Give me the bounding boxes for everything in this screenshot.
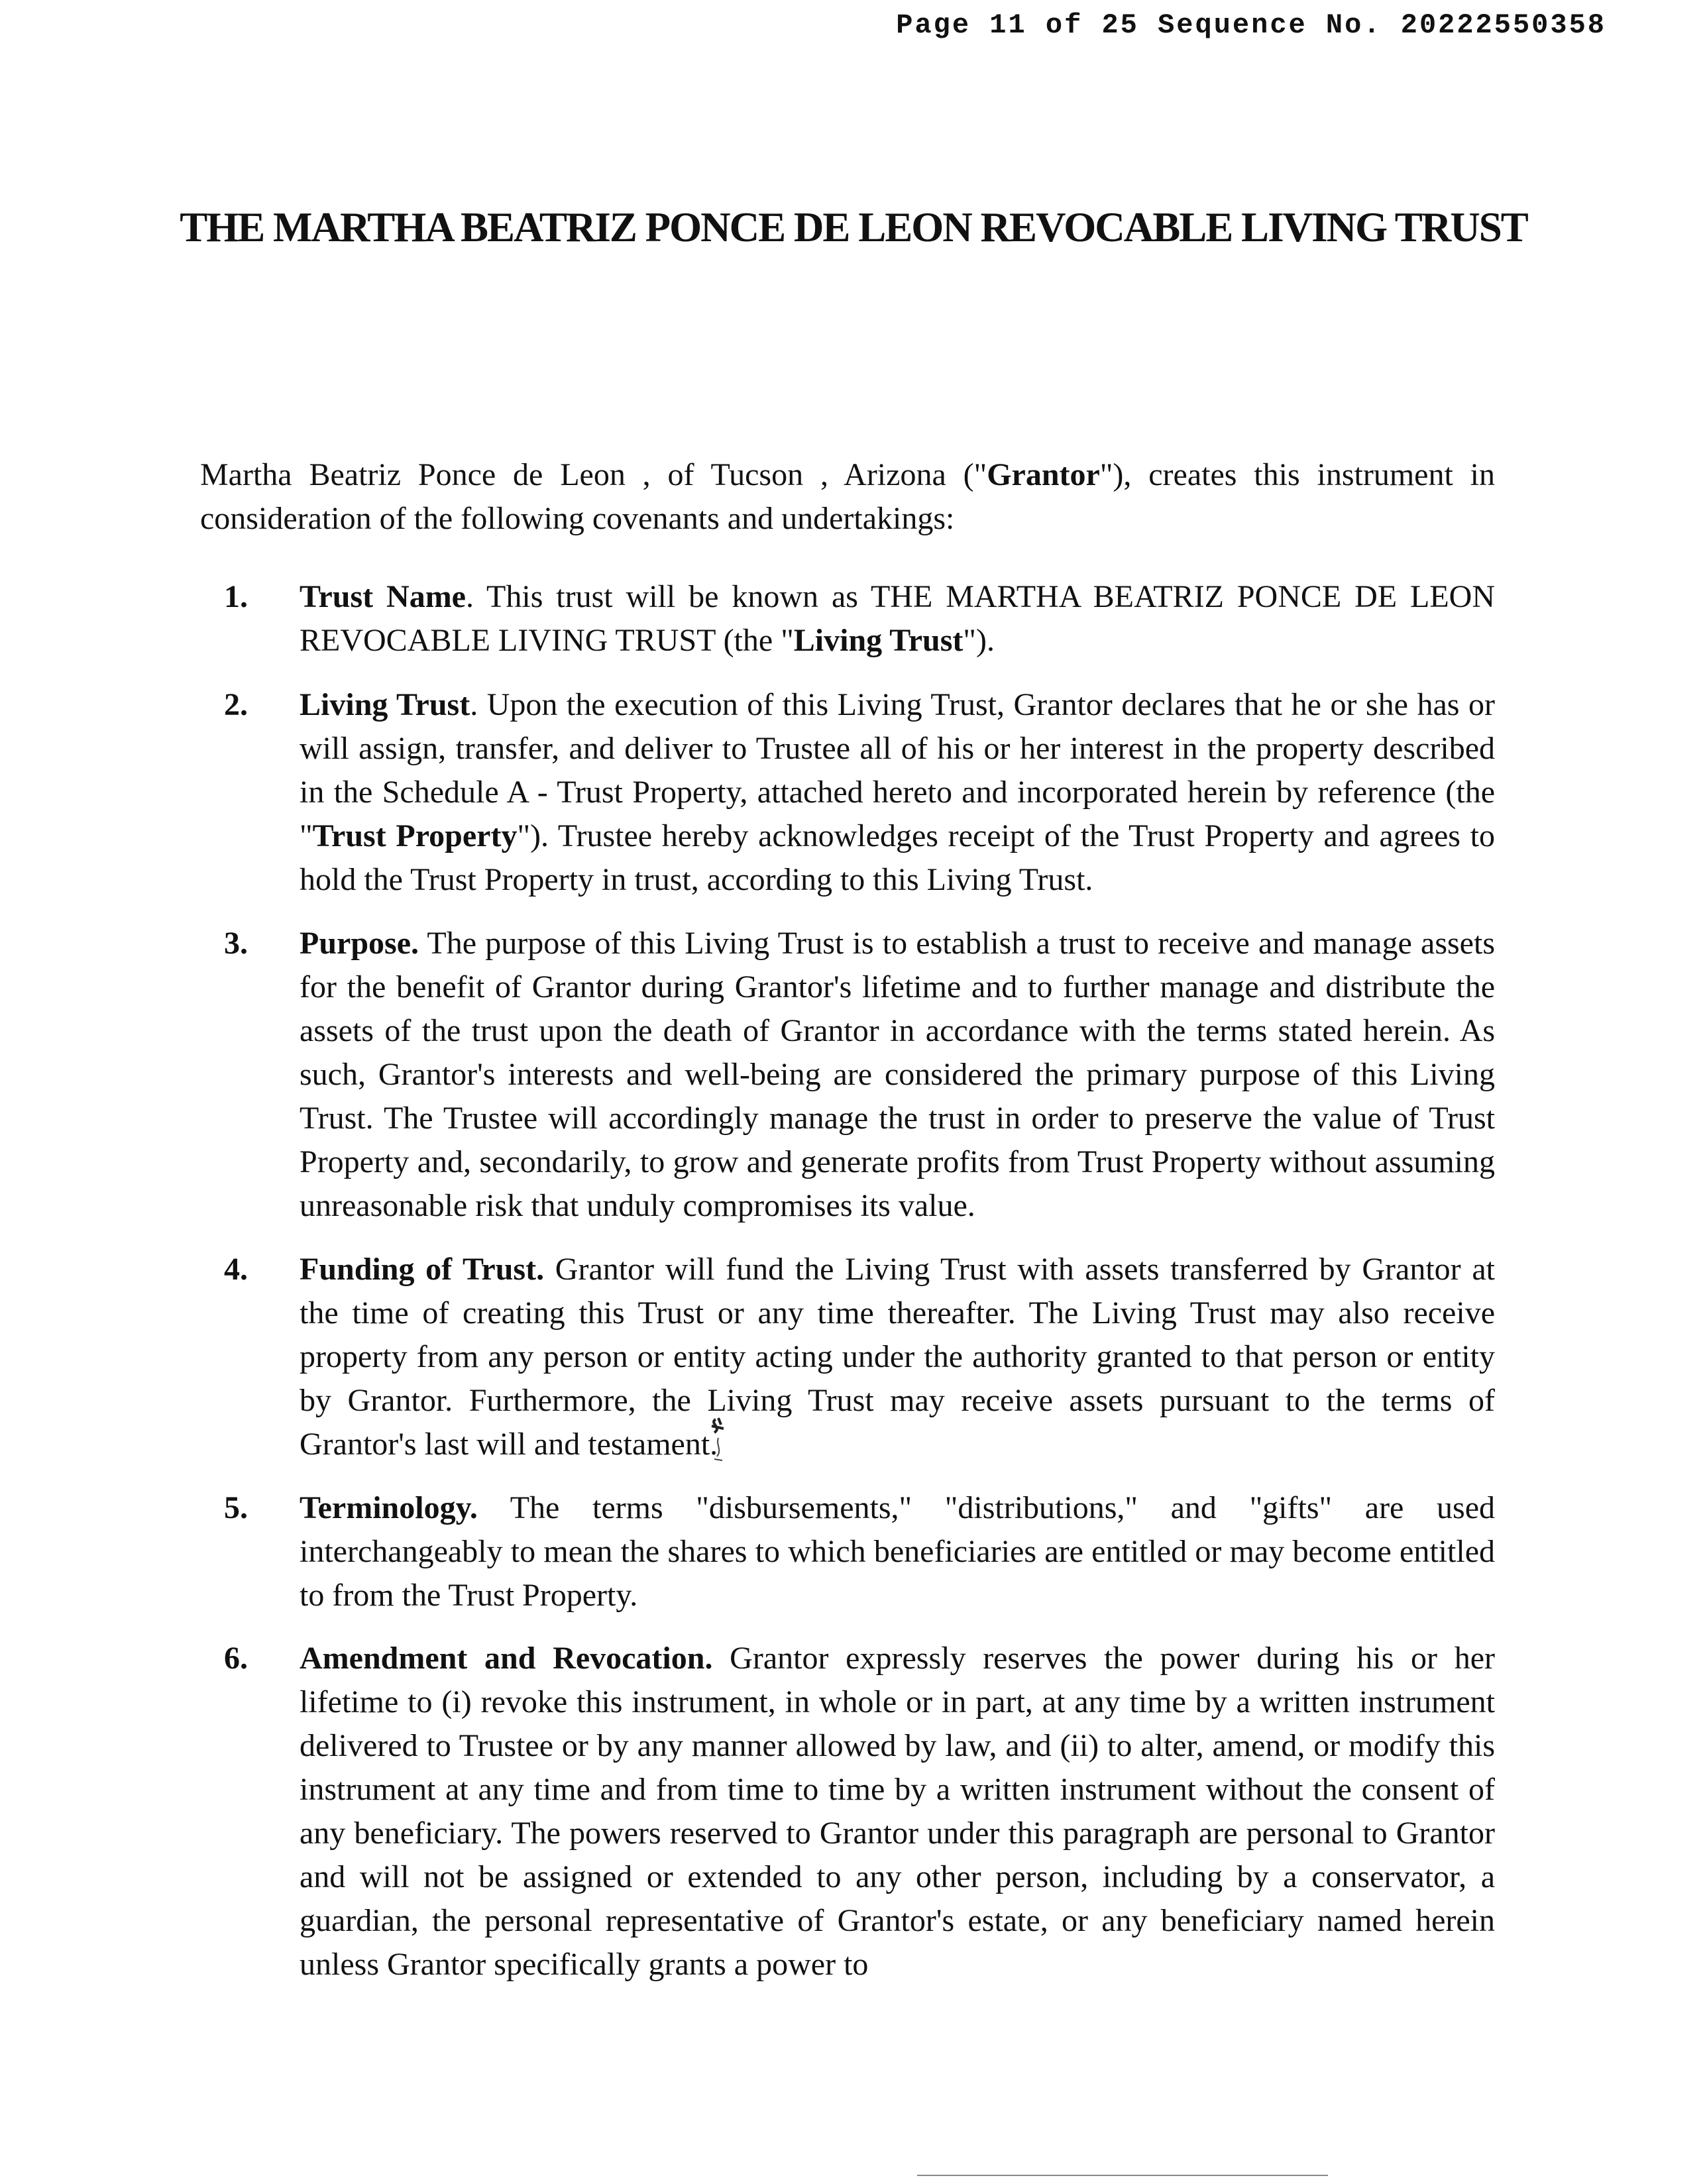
section-heading: Purpose. [300, 926, 419, 961]
section-text [300, 575, 1495, 663]
section-heading: Living Trust [300, 687, 470, 722]
intro-text-after: "), creates this instrument in consideration of the following covenants and undertakings: [200, 457, 1496, 536]
section-text [300, 1637, 1495, 1987]
section-number: 4. [224, 1252, 248, 1287]
section-body: The purpose of this Living Trust is to establish a trust to receive and manage assets for the benefit of Grantor during Grantor's lifetime and to further manage and distribute the assets of the trust upon the death of Grantor in accordance with the terms stated herein. As such, Grantor's interests and well-being are considered the primary purpose of this Living Trust. The Trustee will accordingly manage the trust in order to preserve the value of Trust Property and, secondarily, to grow and generate profits from Trust Property without assuming unreasonable risk that unduly compromises its value. [300, 926, 1495, 1223]
section-body-end: "). [963, 623, 995, 658]
section-5 [200, 1486, 1495, 1617]
ink-scribble-mark [702, 1415, 736, 1468]
section-number: 6. [224, 1641, 248, 1676]
section-4 [200, 1248, 1495, 1466]
section-body: . Upon the execution of this Living Trust, Grantor declares that he or she has or will assign, transfer, and deliver to Trustee all of his or her interest in the property described in the Schedule A - Trust Property, attached hereto and incorporated herein by reference (the " [300, 687, 1495, 853]
intro-paragraph [200, 453, 1495, 541]
section-body-end: "). Trustee hereby acknowledges receipt of the Trust Property and agrees to hold the Trust Property in trust, according to this Living Trust. [300, 818, 1495, 897]
section-number: 5. [224, 1490, 248, 1525]
section-heading: Trust Name [300, 579, 466, 614]
section-text [300, 683, 1495, 902]
defined-term: Living Trust [793, 623, 964, 658]
section-number: 3. [224, 926, 248, 961]
footer-rule [917, 2175, 1328, 2176]
section-2 [200, 683, 1495, 902]
section-number: 1. [224, 579, 248, 614]
section-body: Grantor expressly reserves the power during his or her lifetime to (i) revoke this instrument, in whole or in part, at any time by a written instrument delivered to Trustee or by any manner allowed by law, and (ii) to alter, amend, or modify this instrument at any time and from time to time by a written instrument without the consent of any beneficiary. The powers reserved to Grantor under this paragraph are personal to Grantor and will not be assigned or extended to any other person, including by a conservator, a guardian, the personal representative of Grantor's estate, or any beneficiary named herein unless Grantor specifically grants a power to [300, 1641, 1495, 1982]
defined-term: Trust Property [312, 818, 518, 853]
section-body: The terms "disbursements," "distributions," and "gifts" are used interchangeably to mean the shares to which beneficiaries are entitled or may become entitled to from the Trust Property. [300, 1490, 1495, 1613]
section-text [300, 1486, 1495, 1617]
section-text [300, 922, 1495, 1228]
section-1 [200, 575, 1495, 663]
section-heading: Amendment and Revocation. [300, 1641, 713, 1676]
document-title: THE MARTHA BEATRIZ PONCE DE LEON REVOCABLE LIVING TRUST [180, 204, 1527, 250]
section-6 [200, 1637, 1495, 1987]
section-text [300, 1248, 1495, 1466]
intro-grantor-term: Grantor [987, 457, 1100, 492]
section-heading: Terminology. [300, 1490, 478, 1525]
section-3 [200, 922, 1495, 1228]
section-number: 2. [224, 687, 248, 722]
section-heading: Funding of Trust. [300, 1252, 545, 1287]
section-body: . This trust will be known as THE MARTHA BEATRIZ PONCE DE LEON REVOCABLE LIVING TRUST (the " [300, 579, 1495, 658]
intro-text-before: Martha Beatriz Ponce de Leon , of Tucson , Arizona (" [200, 457, 987, 492]
section-body: Grantor will fund the Living Trust with assets transferred by Grantor at the time of creating this Trust or any time thereafter. The Living Trust may also receive property from any person or entity acting under the authority granted to that person or entity by Grantor. Furthermore, the Living Trust may receive assets pursuant to the terms of Grantor's last will and testament. [300, 1252, 1496, 1462]
page-sequence-header: Page 11 of 25 Sequence No. 20222550358 [896, 9, 1606, 41]
